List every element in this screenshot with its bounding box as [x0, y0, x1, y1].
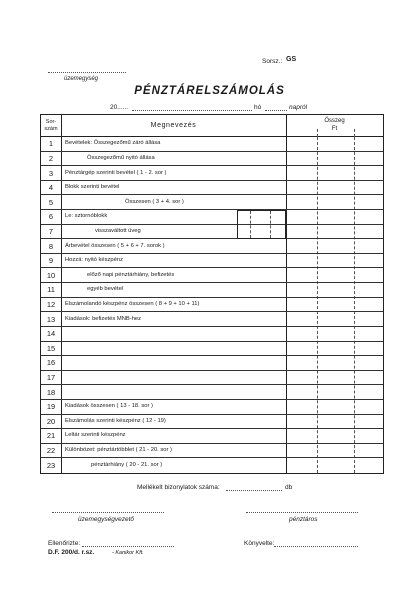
- table-row: [41, 152, 383, 167]
- row-label: visszaváltott üveg: [95, 227, 141, 234]
- table-row: [41, 210, 383, 225]
- row-label: Pénztárgép szerinti bevétel ( 1 - 2. sor ): [65, 169, 167, 176]
- row-number: 11: [47, 285, 55, 295]
- row-label: Hozzá: nyitó készpénz: [65, 257, 123, 264]
- table-row: [41, 444, 383, 459]
- date-month: hó: [254, 104, 262, 111]
- row-label: Kiadások: befizetés MNB-hez: [65, 315, 142, 322]
- table-row: [41, 137, 383, 152]
- row-label: egyéb bevétel: [87, 286, 124, 293]
- date-dotted-2: [265, 110, 287, 111]
- date-day: napról: [289, 104, 308, 111]
- row-label: előző napi pénztárhiány, befizetés: [87, 271, 175, 278]
- table-row: [41, 400, 383, 415]
- row-label: Összegezőmű nyitó állása: [87, 154, 155, 161]
- cash-settlement-table: [40, 114, 384, 474]
- inner-dash-2: [270, 211, 271, 238]
- amount-dash-header-1: [317, 129, 318, 137]
- row-number: 22: [46, 446, 56, 456]
- table-row: [41, 356, 383, 371]
- row-number: 17: [46, 373, 56, 383]
- form-code: D.F. 200/d. r.sz.: [48, 549, 95, 556]
- row-label: pénztárhiány ( 20 - 21. sor ): [91, 461, 163, 468]
- serial-value: GS: [286, 56, 297, 63]
- table-row: [41, 385, 383, 400]
- row-label: Elszámolandó készpénz összesen ( 8 + 9 + 10 + 11): [65, 300, 200, 307]
- attachments-label: Mellékelt bizonylatok száma:: [137, 484, 220, 491]
- table-row: [41, 327, 383, 342]
- row-number: 20: [46, 416, 56, 426]
- serial-label: Sorsz.:: [262, 58, 283, 65]
- checked-label: Ellenőrizte:: [48, 540, 81, 547]
- row-number: 15: [46, 343, 56, 353]
- accountant-label: Könyvelte:: [244, 540, 275, 547]
- table-row: [41, 225, 383, 240]
- cashier-signature-line: [246, 512, 358, 513]
- column-header-amount: Összeg Ft: [324, 118, 345, 132]
- table-row: [41, 268, 383, 283]
- publisher: - Kanikor Kft.: [112, 550, 144, 556]
- date-dotted-1: [132, 110, 252, 111]
- row-number: 5: [48, 197, 54, 207]
- column-header-name: Megnevezés: [150, 122, 197, 129]
- row-number: 2: [48, 153, 54, 163]
- accountant-line: [274, 546, 358, 547]
- table-row: [41, 342, 383, 357]
- amount-dash-header-2: [354, 129, 355, 137]
- row-number: 9: [48, 256, 54, 266]
- column-header-num: Sor- szám: [44, 118, 58, 132]
- row-number: 13: [46, 314, 56, 324]
- table-row: [41, 415, 383, 430]
- row-number: 14: [46, 329, 56, 339]
- row-label: Árbevétel összesen ( 5 + 6 + 7. sorok ): [65, 242, 165, 249]
- table-row: [41, 458, 383, 473]
- row-number: 1: [48, 139, 54, 149]
- table-row: [41, 254, 383, 269]
- cashier-label: pénztáros: [289, 516, 318, 523]
- attachments-dotted-line: [226, 490, 282, 491]
- table-row: [41, 239, 383, 254]
- table-row: [41, 429, 383, 444]
- header-underline: [41, 115, 383, 137]
- table-row: [41, 371, 383, 386]
- unit-dotted-line: [48, 72, 126, 73]
- row-label: Különbözet: pénztártöbblet ( 21 - 20. sor ): [65, 447, 172, 454]
- row-number: 19: [46, 402, 56, 412]
- row-label: Kiadások összesen ( 13 - 18. sor ): [65, 403, 153, 410]
- deduction-subtotal-box: [237, 210, 286, 239]
- table-row: [41, 166, 383, 181]
- row-number: 6: [48, 212, 54, 222]
- manager-signature-line: [52, 512, 164, 513]
- unit-label: üzemegység: [64, 76, 99, 82]
- table-row: [41, 195, 383, 210]
- row-number: 16: [46, 358, 56, 368]
- checked-line: [82, 546, 174, 547]
- row-number: 12: [46, 299, 56, 309]
- table-row: [41, 181, 383, 196]
- table-row: [41, 283, 383, 298]
- attachments-unit: db: [285, 484, 293, 491]
- row-number: 3: [48, 168, 54, 178]
- table-row: [41, 312, 383, 327]
- inner-dash-1: [250, 211, 251, 238]
- row-label: Leltár szerinti készpénz: [65, 432, 126, 439]
- row-label: Összesen ( 3 + 4. sor ): [125, 198, 184, 205]
- row-label: Bevételek: Összegezőmű záró állása: [65, 140, 161, 147]
- page-title: PÉNZTÁRELSZÁMOLÁS: [134, 85, 285, 97]
- row-number: 23: [46, 460, 56, 470]
- row-number: 10: [46, 270, 56, 280]
- row-number: 4: [48, 183, 54, 193]
- row-number: 7: [48, 226, 54, 236]
- row-label: Le: sztornóblokk: [65, 213, 108, 220]
- table-row: [41, 298, 383, 313]
- row-number: 21: [46, 431, 56, 441]
- row-label: Elszámolás szerinti készpénz ( 12 - 19): [65, 417, 166, 424]
- manager-label: üzemegységvezető: [78, 516, 135, 523]
- row-label: Blokk szerinti bevétel: [65, 184, 120, 191]
- row-number: 8: [48, 241, 54, 251]
- date-year: 20......: [110, 104, 129, 111]
- row-number: 18: [46, 387, 56, 397]
